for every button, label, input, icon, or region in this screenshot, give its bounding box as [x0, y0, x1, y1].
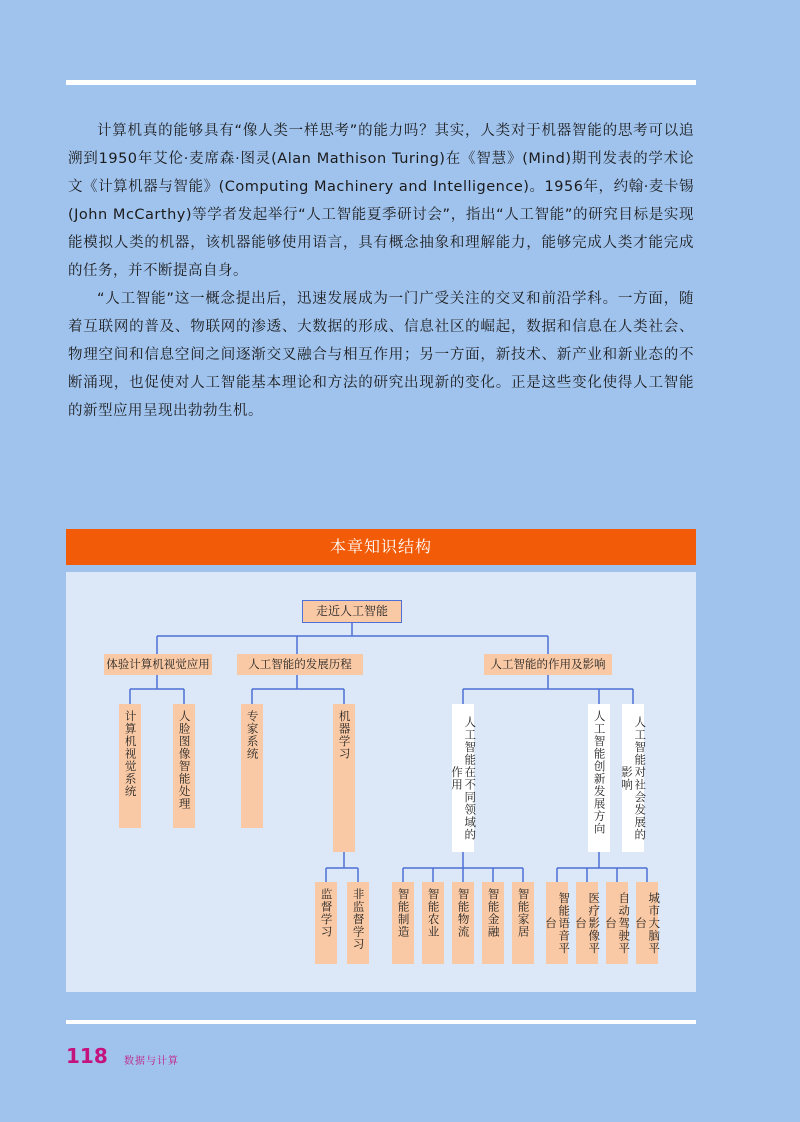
paragraph-1: 计算机真的能够具有“像人类一样思考”的能力吗？其实，人类对于机器智能的思考可以追溯到1950年艾伦·麦席森·图灵(Alan Mathison Turing)在《智慧》(Mind)期刊发表的学术论文《计算机器与智能》(Computing Machinery and Intelligence)。1956年，约翰·麦卡锡(John McCarthy)等学者发起举行“人工智能夏季研讨会”，指出“人工智能”的研究目标是实现能模拟人类的机器，该机器能够使用语言，具有概念抽象和理解能力，能够完成人类才能完成的任务，并不断提高自身。 [68, 123, 694, 279]
section-header: 本章知识结构 [66, 529, 696, 565]
node-ai-innovation: 人工智能创新发展方向 [588, 704, 610, 852]
node-supervised: 监督学习 [315, 882, 337, 964]
node-smart-manufacturing: 智能制造 [392, 882, 414, 964]
node-medical-imaging-platform: 医疗影像平台 [576, 882, 598, 964]
node-vision-apps: 体验计算机视觉应用 [104, 654, 212, 675]
root-node: 走近人工智能 [302, 600, 402, 623]
paragraph-2: “人工智能”这一概念提出后，迅速发展成为一门广受关注的交叉和前沿学科。一方面，随着互联网的普及、物联网的渗透、大数据的形成、信息社区的崛起，数据和信息在人类社会、物理空间和信息空间之间逐渐交叉融合与相互作用；另一方面，新技术、新产业和新业态的不断涌现，也促使对人工智能基本理论和方法的研究出现新的变化。正是这些变化使得人工智能的新型应用呈现出勃勃生机。 [68, 291, 694, 419]
node-ai-fields: 人工智能在不同领域的作用 [452, 704, 474, 852]
node-face-image: 人脸图像智能处理 [173, 704, 195, 828]
node-expert-system: 专家系统 [241, 704, 263, 828]
page-number: 118 [66, 1044, 108, 1068]
node-smart-logistics: 智能物流 [452, 882, 474, 964]
node-cv-system: 计算机视觉系统 [119, 704, 141, 828]
top-rule [66, 80, 696, 85]
node-smart-home: 智能家居 [512, 882, 534, 964]
body-text [68, 117, 694, 425]
node-smart-agriculture: 智能农业 [422, 882, 444, 964]
node-voice-platform: 智能语音平台 [546, 882, 568, 964]
node-machine-learning: 机器学习 [333, 704, 355, 852]
node-unsupervised: 非监督学习 [347, 882, 369, 964]
node-ai-impact: 人工智能的作用及影响 [484, 654, 612, 675]
knowledge-structure-diagram [66, 572, 696, 992]
node-autonomous-driving-platform: 自动驾驶平台 [606, 882, 628, 964]
node-ai-society: 人工智能对社会发展的影响 [622, 704, 644, 852]
node-smart-finance: 智能金融 [482, 882, 504, 964]
book-title: 数据与计算 [124, 1056, 179, 1067]
bottom-rule [66, 1020, 696, 1024]
node-ai-history: 人工智能的发展历程 [237, 654, 363, 675]
node-city-brain-platform: 城市大脑平台 [636, 882, 658, 964]
